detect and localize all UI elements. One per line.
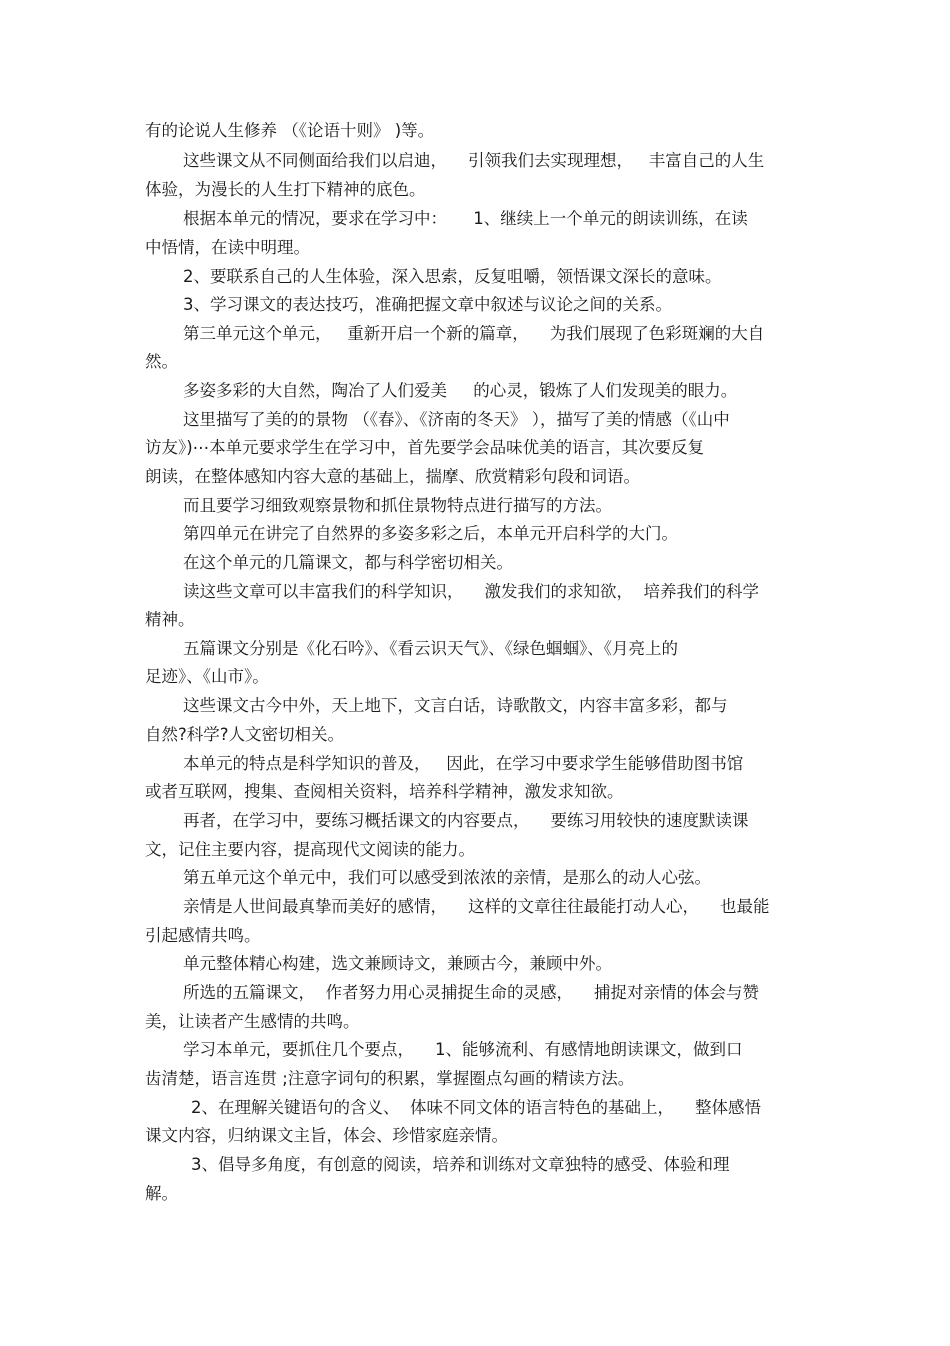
text-line: 足迹》、《山市》。 xyxy=(145,667,269,686)
text-line: 然。 xyxy=(145,352,178,371)
text-line: 这些课文古今中外，天上地下，文言白话，诗歌散文，内容丰富多彩，都与 xyxy=(183,696,728,715)
text-line: 多姿多彩的大自然，陶冶了人们爱美 的心灵，锻炼了人们发现美的眼力。 xyxy=(183,381,738,400)
text-line: 根据本单元的情况，要求在学习中： 1、继续上一个单元的朗读训练，在读 xyxy=(183,209,748,228)
text-line: 这些课文从不同侧面给我们以启迪， 引领我们去实现理想， 丰富自己的人生 xyxy=(183,151,765,170)
text-line: 中悟情，在读中明理。 xyxy=(145,238,310,257)
text-line: 学习本单元，要抓住几个要点， 1、能够流利、有感情地朗读课文，做到口 xyxy=(183,1040,743,1059)
text-line: 体验，为漫长的人生打下精神的底色。 xyxy=(145,180,426,199)
text-line: 第三单元这个单元， 重新开启一个新的篇章， 为我们展现了色彩斑斓的大自 xyxy=(183,324,765,343)
text-line: 精神。 xyxy=(145,610,195,629)
text-line: 第四单元在讲完了自然界的多姿多彩之后，本单元开启科学的大门。 xyxy=(183,524,678,543)
text-line: 有的论说人生修养 （《论语十则》 )等。 xyxy=(145,121,435,140)
text-line: 亲情是人世间最真挚而美好的感情， 这样的文章往往最能打动人心， 也最能 xyxy=(183,897,770,916)
text-line: 单元整体精心构建，选文兼顾诗文，兼顾古今，兼顾中外。 xyxy=(183,954,612,973)
text-line: 朗读，在整体感知内容大意的基础上，揣摩、欣赏精彩句段和词语。 xyxy=(145,467,640,486)
text-line: 读这些文章可以丰富我们的科学知识， 激发我们的求知欲， 培养我们的科学 xyxy=(183,582,759,601)
text-line: 齿清楚，语言连贯 ;注意字词句的积累，掌握圈点勾画的精读方法。 xyxy=(145,1069,635,1088)
text-line: 美，让读者产生感情的共鸣。 xyxy=(145,1012,360,1031)
text-line: 第五单元这个单元中，我们可以感受到浓浓的亲情，是那么的动人心弦。 xyxy=(183,868,711,887)
text-line: 解。 xyxy=(145,1184,178,1203)
text-line: 或者互联网，搜集、查阅相关资料，培养科学精神，激发求知欲。 xyxy=(145,782,624,801)
text-line: 3、学习课文的表达技巧，准确把握文章中叙述与议论之间的关系。 xyxy=(183,295,672,314)
text-line: 五篇课文分别是《化石吟》、《看云识天气》、《绿色蝈蝈》、《月亮上的 xyxy=(183,639,678,658)
text-line: 3、倡导多角度，有创意的阅读，培养和训练对文章独特的感受、体验和理 xyxy=(191,1155,730,1174)
text-line: 再者，在学习中，要练习概括课文的内容要点， 要练习用较快的速度默读课 xyxy=(183,811,749,830)
text-line: 在这个单元的几篇课文，都与科学密切相关。 xyxy=(183,553,513,572)
text-line: 本单元的特点是科学知识的普及， 因此，在学习中要求学生能够借助图书馆 xyxy=(183,754,744,773)
text-line: 这里描写了美的的景物 （《春》、《济南的冬天》 ），描写了美的情感（《山中 xyxy=(183,410,730,429)
text-line: 引起感情共鸣。 xyxy=(145,926,261,945)
text-line: 课文内容，归纳课文主旨，体会、珍惜家庭亲情。 xyxy=(145,1126,508,1145)
text-line: 文，记住主要内容，提高现代文阅读的能力。 xyxy=(145,840,475,859)
text-line: 2、在理解关键语句的含义、 体味不同文体的语言特色的基础上， 整体感悟 xyxy=(191,1098,761,1117)
text-line: 访友》)⋯本单元要求学生在学习中，首先要学会品味优美的语言，其次要反复 xyxy=(145,438,705,457)
text-line: 而且要学习细致观察景物和抓住景物特点进行描写的方法。 xyxy=(183,496,612,515)
text-line: 自然?科学?人文密切相关。 xyxy=(145,725,345,744)
text-line: 所选的五篇课文， 作者努力用心灵捕捉生命的灵感， 捕捉对亲情的体会与赞 xyxy=(183,983,759,1002)
text-line: 2、要联系自己的人生体验，深入思索，反复咀嚼，领悟课文深长的意味。 xyxy=(183,267,722,286)
